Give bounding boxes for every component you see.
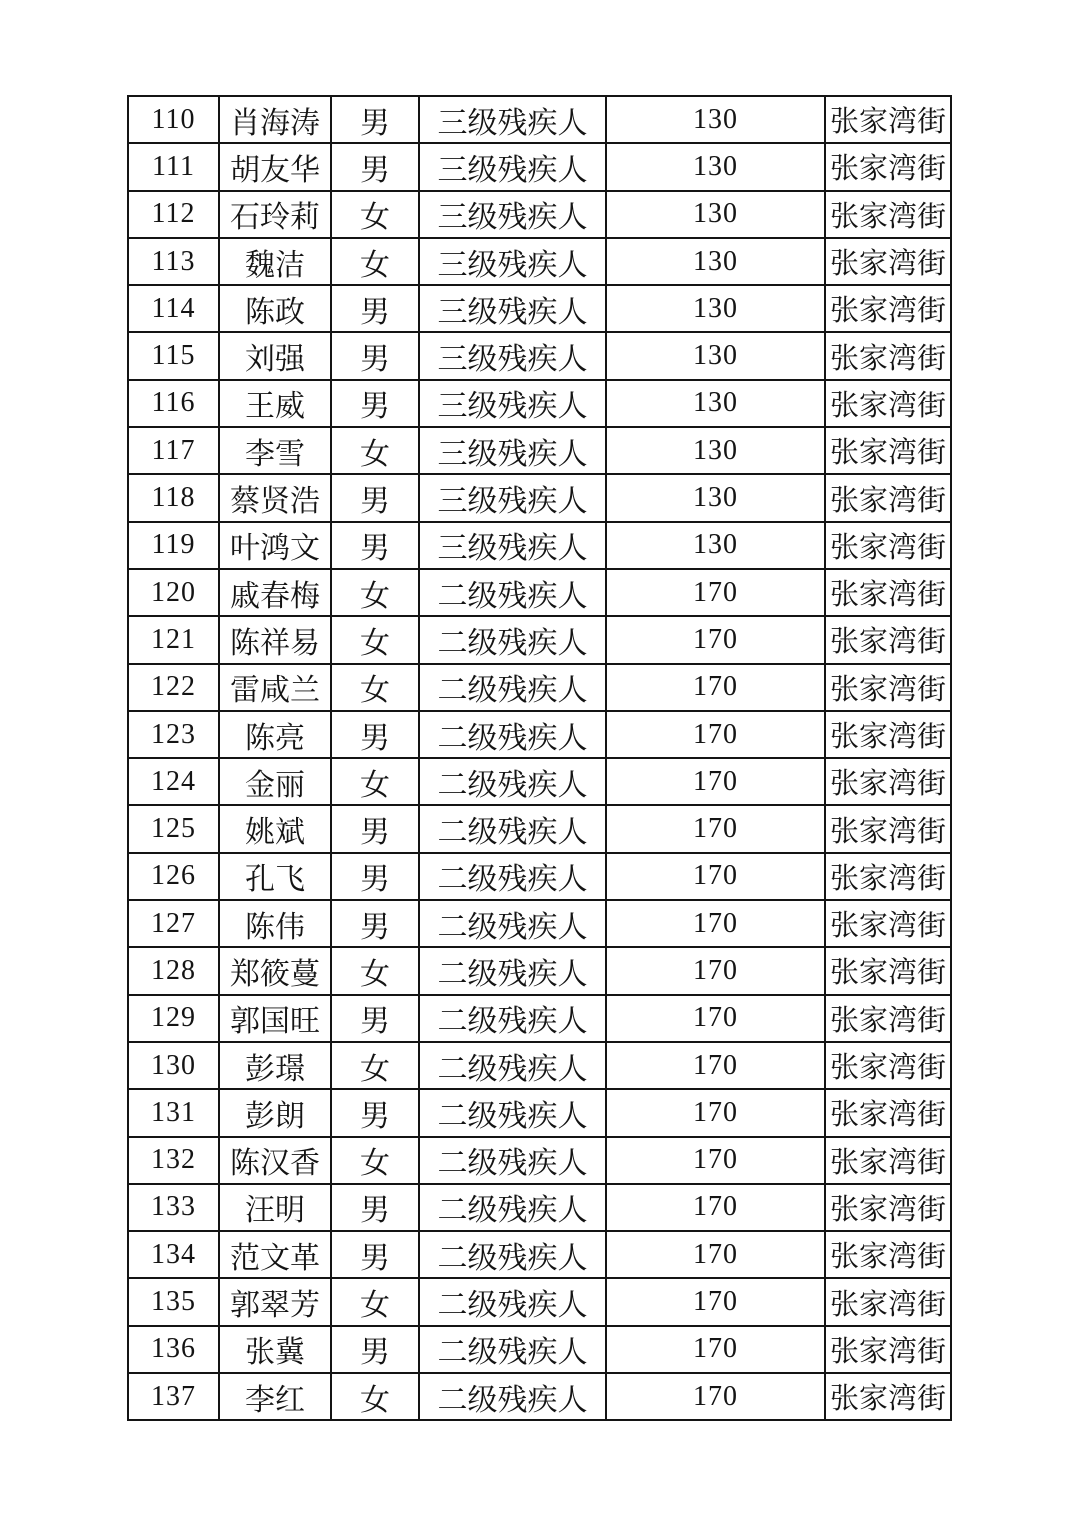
cell-name: 胡友华	[219, 143, 331, 190]
cell-amount: 170	[606, 1184, 825, 1231]
cell-street: 张家湾街	[825, 1231, 951, 1278]
cell-name: 姚斌	[219, 805, 331, 852]
cell-name: 蔡贤浩	[219, 474, 331, 521]
cell-gender: 男	[331, 143, 419, 190]
cell-category: 二级残疾人	[419, 1373, 606, 1420]
cell-street: 张家湾街	[825, 285, 951, 332]
cell-category: 三级残疾人	[419, 380, 606, 427]
table-row	[128, 1137, 951, 1184]
cell-name: 魏洁	[219, 238, 331, 285]
cell-gender: 女	[331, 191, 419, 238]
cell-category: 三级残疾人	[419, 522, 606, 569]
cell-number: 120	[128, 569, 219, 616]
cell-amount: 170	[606, 758, 825, 805]
cell-street: 张家湾街	[825, 1184, 951, 1231]
cell-gender: 男	[331, 805, 419, 852]
cell-name: 陈政	[219, 285, 331, 332]
cell-name: 戚春梅	[219, 569, 331, 616]
cell-number: 117	[128, 427, 219, 474]
table-body	[128, 96, 951, 1420]
cell-number: 131	[128, 1089, 219, 1136]
cell-name: 雷咸兰	[219, 664, 331, 711]
cell-number: 111	[128, 143, 219, 190]
cell-category: 三级残疾人	[419, 332, 606, 379]
cell-gender: 女	[331, 1137, 419, 1184]
table-row	[128, 1326, 951, 1373]
cell-category: 二级残疾人	[419, 1278, 606, 1325]
cell-number: 115	[128, 332, 219, 379]
table-row	[128, 1042, 951, 1089]
cell-category: 二级残疾人	[419, 664, 606, 711]
cell-number: 118	[128, 474, 219, 521]
table-row	[128, 616, 951, 663]
cell-street: 张家湾街	[825, 143, 951, 190]
cell-amount: 170	[606, 616, 825, 663]
cell-number: 129	[128, 995, 219, 1042]
cell-street: 张家湾街	[825, 238, 951, 285]
cell-street: 张家湾街	[825, 474, 951, 521]
cell-amount: 130	[606, 143, 825, 190]
cell-number: 119	[128, 522, 219, 569]
cell-name: 石玲莉	[219, 191, 331, 238]
cell-category: 二级残疾人	[419, 1326, 606, 1373]
cell-street: 张家湾街	[825, 616, 951, 663]
cell-gender: 女	[331, 1278, 419, 1325]
cell-name: 金丽	[219, 758, 331, 805]
cell-name: 陈汉香	[219, 1137, 331, 1184]
cell-gender: 女	[331, 758, 419, 805]
cell-number: 113	[128, 238, 219, 285]
cell-amount: 170	[606, 947, 825, 994]
cell-category: 三级残疾人	[419, 474, 606, 521]
cell-category: 三级残疾人	[419, 427, 606, 474]
cell-number: 135	[128, 1278, 219, 1325]
table-row	[128, 805, 951, 852]
cell-street: 张家湾街	[825, 191, 951, 238]
cell-number: 127	[128, 900, 219, 947]
cell-name: 郭翠芳	[219, 1278, 331, 1325]
cell-gender: 女	[331, 664, 419, 711]
cell-amount: 130	[606, 427, 825, 474]
table-row	[128, 1231, 951, 1278]
cell-category: 二级残疾人	[419, 758, 606, 805]
cell-gender: 男	[331, 96, 419, 143]
cell-gender: 男	[331, 332, 419, 379]
cell-category: 二级残疾人	[419, 853, 606, 900]
cell-amount: 170	[606, 1373, 825, 1420]
cell-street: 张家湾街	[825, 1042, 951, 1089]
table-row	[128, 238, 951, 285]
cell-category: 二级残疾人	[419, 711, 606, 758]
cell-street: 张家湾街	[825, 380, 951, 427]
table-row	[128, 380, 951, 427]
table-row	[128, 1184, 951, 1231]
cell-street: 张家湾街	[825, 853, 951, 900]
table-row	[128, 995, 951, 1042]
cell-number: 110	[128, 96, 219, 143]
cell-gender: 女	[331, 427, 419, 474]
cell-street: 张家湾街	[825, 1278, 951, 1325]
table-row	[128, 427, 951, 474]
table-row	[128, 1373, 951, 1420]
cell-category: 三级残疾人	[419, 96, 606, 143]
cell-category: 二级残疾人	[419, 805, 606, 852]
cell-number: 124	[128, 758, 219, 805]
cell-street: 张家湾街	[825, 995, 951, 1042]
cell-amount: 170	[606, 1042, 825, 1089]
disability-subsidy-table	[127, 95, 952, 1421]
cell-amount: 130	[606, 238, 825, 285]
cell-number: 133	[128, 1184, 219, 1231]
cell-street: 张家湾街	[825, 711, 951, 758]
cell-gender: 女	[331, 616, 419, 663]
cell-number: 134	[128, 1231, 219, 1278]
cell-category: 二级残疾人	[419, 1231, 606, 1278]
cell-gender: 男	[331, 853, 419, 900]
cell-category: 二级残疾人	[419, 1137, 606, 1184]
cell-name: 叶鸿文	[219, 522, 331, 569]
table-row	[128, 96, 951, 143]
cell-amount: 130	[606, 332, 825, 379]
cell-number: 137	[128, 1373, 219, 1420]
cell-category: 三级残疾人	[419, 191, 606, 238]
cell-amount: 170	[606, 995, 825, 1042]
cell-gender: 男	[331, 995, 419, 1042]
table-row	[128, 332, 951, 379]
cell-number: 132	[128, 1137, 219, 1184]
cell-category: 二级残疾人	[419, 616, 606, 663]
cell-amount: 130	[606, 285, 825, 332]
cell-name: 陈伟	[219, 900, 331, 947]
cell-category: 二级残疾人	[419, 995, 606, 1042]
cell-category: 二级残疾人	[419, 947, 606, 994]
cell-amount: 130	[606, 96, 825, 143]
cell-gender: 女	[331, 1042, 419, 1089]
cell-number: 114	[128, 285, 219, 332]
table-row	[128, 947, 951, 994]
cell-name: 张冀	[219, 1326, 331, 1373]
cell-street: 张家湾街	[825, 1373, 951, 1420]
table-row	[128, 191, 951, 238]
cell-number: 126	[128, 853, 219, 900]
cell-number: 123	[128, 711, 219, 758]
cell-category: 二级残疾人	[419, 1184, 606, 1231]
cell-name: 孔飞	[219, 853, 331, 900]
cell-number: 128	[128, 947, 219, 994]
cell-category: 二级残疾人	[419, 900, 606, 947]
cell-gender: 男	[331, 522, 419, 569]
cell-name: 彭朗	[219, 1089, 331, 1136]
cell-gender: 女	[331, 238, 419, 285]
cell-gender: 男	[331, 1231, 419, 1278]
table-row	[128, 569, 951, 616]
cell-number: 136	[128, 1326, 219, 1373]
table-row	[128, 522, 951, 569]
cell-name: 刘强	[219, 332, 331, 379]
cell-category: 二级残疾人	[419, 569, 606, 616]
cell-street: 张家湾街	[825, 758, 951, 805]
cell-street: 张家湾街	[825, 947, 951, 994]
cell-number: 121	[128, 616, 219, 663]
cell-street: 张家湾街	[825, 1089, 951, 1136]
cell-amount: 130	[606, 474, 825, 521]
cell-amount: 130	[606, 380, 825, 427]
cell-amount: 170	[606, 1137, 825, 1184]
cell-name: 肖海涛	[219, 96, 331, 143]
cell-street: 张家湾街	[825, 332, 951, 379]
cell-number: 130	[128, 1042, 219, 1089]
cell-amount: 170	[606, 569, 825, 616]
cell-name: 汪明	[219, 1184, 331, 1231]
cell-gender: 男	[331, 380, 419, 427]
cell-amount: 170	[606, 1231, 825, 1278]
cell-amount: 170	[606, 1326, 825, 1373]
cell-gender: 男	[331, 711, 419, 758]
table-row	[128, 853, 951, 900]
table-row	[128, 143, 951, 190]
cell-gender: 男	[331, 474, 419, 521]
cell-name: 郑筱蔓	[219, 947, 331, 994]
cell-street: 张家湾街	[825, 664, 951, 711]
cell-name: 李雪	[219, 427, 331, 474]
cell-amount: 170	[606, 805, 825, 852]
table-row	[128, 1089, 951, 1136]
cell-gender: 男	[331, 1089, 419, 1136]
cell-street: 张家湾街	[825, 805, 951, 852]
cell-category: 三级残疾人	[419, 238, 606, 285]
table-row	[128, 1278, 951, 1325]
cell-street: 张家湾街	[825, 427, 951, 474]
cell-category: 二级残疾人	[419, 1089, 606, 1136]
cell-gender: 男	[331, 900, 419, 947]
cell-gender: 女	[331, 1373, 419, 1420]
cell-street: 张家湾街	[825, 1137, 951, 1184]
cell-gender: 女	[331, 947, 419, 994]
cell-category: 三级残疾人	[419, 143, 606, 190]
table-row	[128, 758, 951, 805]
table-row	[128, 474, 951, 521]
cell-street: 张家湾街	[825, 900, 951, 947]
cell-gender: 女	[331, 569, 419, 616]
cell-amount: 170	[606, 711, 825, 758]
cell-street: 张家湾街	[825, 522, 951, 569]
cell-amount: 130	[606, 522, 825, 569]
cell-gender: 男	[331, 285, 419, 332]
table-row	[128, 900, 951, 947]
cell-category: 三级残疾人	[419, 285, 606, 332]
cell-amount: 170	[606, 1089, 825, 1136]
cell-amount: 170	[606, 900, 825, 947]
cell-gender: 男	[331, 1326, 419, 1373]
cell-amount: 170	[606, 853, 825, 900]
cell-name: 陈祥易	[219, 616, 331, 663]
cell-name: 范文革	[219, 1231, 331, 1278]
cell-name: 彭璟	[219, 1042, 331, 1089]
cell-gender: 男	[331, 1184, 419, 1231]
cell-name: 陈亮	[219, 711, 331, 758]
cell-number: 122	[128, 664, 219, 711]
cell-number: 112	[128, 191, 219, 238]
cell-category: 二级残疾人	[419, 1042, 606, 1089]
table-row	[128, 711, 951, 758]
cell-street: 张家湾街	[825, 96, 951, 143]
cell-amount: 130	[606, 191, 825, 238]
cell-number: 116	[128, 380, 219, 427]
cell-amount: 170	[606, 664, 825, 711]
cell-name: 郭国旺	[219, 995, 331, 1042]
cell-number: 125	[128, 805, 219, 852]
cell-name: 王威	[219, 380, 331, 427]
cell-name: 李红	[219, 1373, 331, 1420]
table-row	[128, 664, 951, 711]
cell-amount: 170	[606, 1278, 825, 1325]
cell-street: 张家湾街	[825, 569, 951, 616]
cell-street: 张家湾街	[825, 1326, 951, 1373]
table-row	[128, 285, 951, 332]
